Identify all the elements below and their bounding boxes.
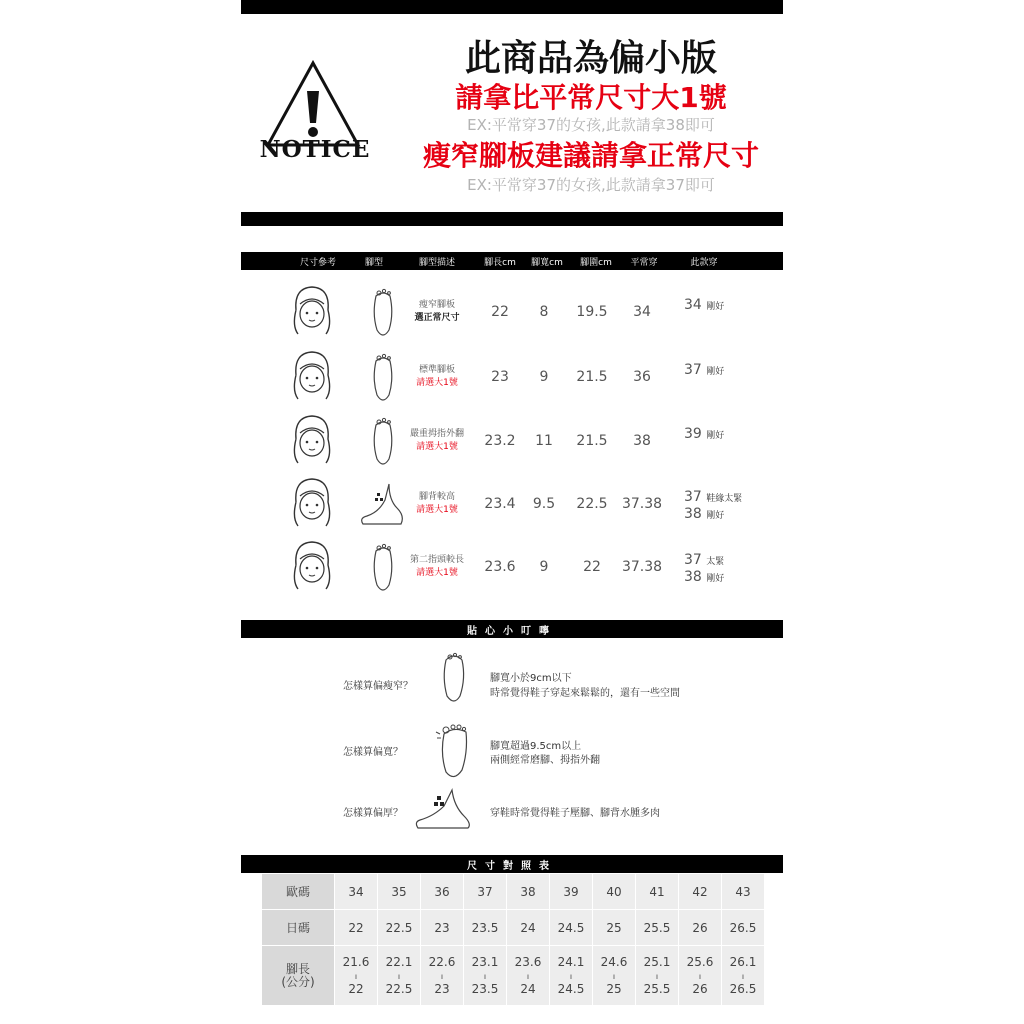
tips-title: 貼心小叮嚀	[467, 626, 557, 637]
range-max: 24.5	[557, 981, 585, 996]
foot-length-range-cell	[550, 946, 592, 1005]
foot-type-name: 嚴重拇指外翻	[409, 429, 465, 439]
range-divider: ı	[698, 971, 702, 981]
jp-size-cell: 26.5	[722, 910, 764, 945]
foot-length-label-main: 腳長	[285, 961, 310, 976]
foot-type-advice: 請選大1號	[416, 568, 458, 578]
eu-size-cell: 43	[722, 874, 764, 909]
size-ref-row	[241, 347, 783, 409]
range-max: 22.5	[385, 981, 413, 996]
tip-narrow-answer-1: 腳寬小於9cm以下	[490, 673, 572, 684]
foot-length-value: 23.6	[484, 559, 516, 575]
size-ref-row	[241, 537, 783, 599]
range-min: 22.6	[428, 954, 456, 969]
foot-length-row	[262, 946, 764, 1005]
eu-size-label: 歐碼	[262, 874, 334, 909]
girl-face-illustration	[288, 474, 336, 532]
range-divider: ı	[655, 971, 659, 981]
range-min: 24.6	[600, 954, 628, 969]
eu-size-cell: 34	[335, 874, 377, 909]
eu-size-cell: 38	[507, 874, 549, 909]
eu-size-row	[262, 874, 764, 909]
eu-size-cell: 40	[593, 874, 635, 909]
tip-narrow-answer-2: 時常覺得鞋子穿起來鬆鬆的，還有一些空間	[490, 688, 680, 699]
foot-width-value: 11	[535, 433, 553, 449]
tip-thick-answer: 穿鞋時常覺得鞋子壓腳、腳背水腫多肉	[490, 808, 660, 819]
foot-shape-illustration	[359, 351, 407, 405]
foot-type-name: 腳背較高	[418, 492, 456, 502]
girl-face-illustration	[288, 282, 336, 340]
tip-wide-answer-2: 兩側經常磨腳、拇指外翻	[490, 755, 600, 766]
foot-width-value: 9	[539, 559, 549, 575]
foot-length-range-cell	[593, 946, 635, 1005]
header-width: 腳寬cm	[531, 258, 563, 268]
foot-description	[416, 491, 458, 517]
this-size-1: 37	[684, 489, 702, 505]
range-min: 25.6	[686, 954, 714, 969]
size-ref-row	[241, 411, 783, 473]
range-divider: ı	[354, 971, 358, 981]
size-ref-row	[241, 282, 783, 344]
foot-length-range-cell	[507, 946, 549, 1005]
this-size-note-1: 鞋緣太緊	[706, 494, 743, 504]
size-chart-table	[261, 873, 765, 1006]
girl-face-illustration	[288, 537, 336, 595]
foot-girth-value: 21.5	[576, 433, 608, 449]
header-foot-type: 腳型	[364, 258, 384, 268]
notice-label: NOTICE	[259, 136, 371, 163]
range-min: 22.1	[385, 954, 413, 969]
range-divider: ı	[741, 971, 745, 981]
jp-size-cell: 23	[421, 910, 463, 945]
range-max: 25.5	[643, 981, 671, 996]
eu-size-cell: 36	[421, 874, 463, 909]
usual-size-value: 37.38	[621, 559, 663, 575]
jp-size-row	[262, 910, 764, 945]
this-style-size	[684, 363, 724, 380]
this-size-2: 38	[684, 506, 702, 522]
this-size-note-2: 剛好	[706, 511, 725, 521]
foot-type-advice: 選正常尺寸	[414, 313, 460, 323]
tips-title-bar	[241, 620, 783, 638]
foot-girth-value: 22.5	[576, 496, 608, 512]
this-size-note-1: 太緊	[706, 557, 725, 567]
notice-banner	[241, 14, 783, 212]
foot-type-name: 瘦窄腳板	[418, 300, 456, 310]
usual-size-value: 37.38	[621, 496, 663, 512]
this-size-1: 39	[684, 426, 702, 442]
range-max: 26.5	[729, 981, 757, 996]
foot-length-value: 23.2	[484, 433, 516, 449]
size-ref-header	[241, 252, 783, 270]
usual-size-value: 34	[633, 304, 651, 320]
range-min: 21.6	[342, 954, 370, 969]
this-style-size	[684, 553, 724, 587]
foot-girth-value: 22	[583, 559, 601, 575]
foot-length-range-cell	[378, 946, 420, 1005]
foot-description	[414, 299, 459, 325]
foot-length-value: 23.4	[484, 496, 516, 512]
wide-foot-icon	[432, 720, 476, 782]
side-foot-icon	[412, 786, 482, 830]
foot-length-range-cell	[464, 946, 506, 1005]
header-desc: 腳型描述	[418, 258, 456, 268]
foot-description	[410, 554, 464, 580]
jp-size-label: 日碼	[262, 910, 334, 945]
jp-size-cell: 23.5	[464, 910, 506, 945]
foot-type-name: 第二指頭較長	[409, 555, 465, 565]
range-divider: ı	[526, 971, 530, 981]
foot-shape-illustration	[359, 478, 407, 532]
this-size-2: 38	[684, 569, 702, 585]
header-girth: 腳圍cm	[580, 258, 612, 268]
notice-size-up: 請拿比平常尺寸大1號	[455, 81, 727, 114]
eu-size-cell: 39	[550, 874, 592, 909]
header-ref: 尺寸參考	[299, 258, 337, 268]
foot-width-value: 9.5	[532, 496, 556, 512]
range-max: 24	[520, 981, 536, 996]
jp-size-cell: 22.5	[378, 910, 420, 945]
foot-length-range-cell	[679, 946, 721, 1005]
jp-size-cell: 24	[507, 910, 549, 945]
size-chart-title-bar	[241, 855, 783, 873]
this-size-note-1: 剛好	[706, 431, 725, 441]
size-ref-row	[241, 474, 783, 536]
foot-length-label-unit: (公分)	[281, 974, 315, 989]
jp-size-cell: 25.5	[636, 910, 678, 945]
tip-thick-question: 怎樣算偏厚？	[343, 808, 403, 819]
foot-length-label	[262, 946, 334, 1005]
eu-size-cell: 42	[679, 874, 721, 909]
girl-face-illustration	[288, 411, 336, 469]
foot-shape-illustration	[359, 541, 407, 595]
foot-type-advice: 請選大1號	[416, 505, 458, 515]
foot-type-advice: 請選大1號	[416, 442, 458, 452]
foot-type-advice: 請選大1號	[416, 378, 458, 388]
usual-size-value: 36	[633, 369, 651, 385]
tip-wide-answer-1: 腳寬超過9.5cm以上	[490, 741, 582, 752]
range-min: 23.6	[514, 954, 542, 969]
range-min: 24.1	[557, 954, 585, 969]
foot-shape-illustration	[359, 415, 407, 469]
size-chart-title: 尺寸對照表	[467, 861, 557, 872]
notice-example-2: EX:平常穿37的女孩,此款請拿37即可	[467, 176, 715, 194]
foot-length-range-cell	[636, 946, 678, 1005]
this-size-note-1: 剛好	[706, 367, 725, 377]
narrow-foot-icon	[436, 650, 472, 706]
range-max: 26	[692, 981, 708, 996]
this-size-note-1: 剛好	[706, 302, 725, 312]
girl-face-illustration	[288, 347, 336, 405]
header-usual: 平常穿	[630, 258, 658, 268]
range-max: 25	[606, 981, 622, 996]
range-min: 23.1	[471, 954, 499, 969]
foot-girth-value: 19.5	[576, 304, 608, 320]
range-divider: ı	[569, 971, 573, 981]
foot-girth-value: 21.5	[576, 369, 608, 385]
foot-length-range-cell	[722, 946, 764, 1005]
foot-width-value: 8	[539, 304, 549, 320]
usual-size-value: 38	[633, 433, 651, 449]
this-size-1: 34	[684, 297, 702, 313]
this-style-size	[684, 490, 742, 524]
foot-length-range-cell	[335, 946, 377, 1005]
eu-size-cell: 35	[378, 874, 420, 909]
foot-length-range-cell	[421, 946, 463, 1005]
foot-description	[416, 364, 458, 390]
range-min: 26.1	[729, 954, 757, 969]
tip-wide-question: 怎樣算偏寬？	[343, 747, 403, 758]
foot-type-name: 標準腳板	[418, 365, 456, 375]
range-max: 23	[434, 981, 450, 996]
foot-description	[410, 428, 464, 454]
foot-length-value: 23	[491, 369, 509, 385]
jp-size-cell: 24.5	[550, 910, 592, 945]
eu-size-cell: 41	[636, 874, 678, 909]
this-size-1: 37	[684, 362, 702, 378]
range-divider: ı	[483, 971, 487, 981]
notice-example-1: EX:平常穿37的女孩,此款請拿38即可	[467, 116, 715, 134]
range-max: 22	[348, 981, 364, 996]
range-divider: ı	[612, 971, 616, 981]
foot-length-value: 22	[491, 304, 509, 320]
this-size-note-2: 剛好	[706, 574, 725, 584]
foot-width-value: 9	[539, 369, 549, 385]
notice-headline: 此商品為偏小版	[464, 38, 717, 79]
eu-size-cell: 37	[464, 874, 506, 909]
this-size-1: 37	[684, 552, 702, 568]
range-min: 25.1	[643, 954, 671, 969]
banner-bottom-bar	[241, 212, 783, 226]
this-style-size	[684, 298, 724, 315]
notice-narrow-advice: 瘦窄腳板建議請拿正常尺寸	[422, 139, 759, 172]
top-bar	[241, 0, 783, 14]
this-style-size	[684, 427, 724, 444]
jp-size-cell: 25	[593, 910, 635, 945]
header-this: 此款穿	[690, 258, 718, 268]
jp-size-cell: 22	[335, 910, 377, 945]
range-divider: ı	[440, 971, 444, 981]
foot-shape-illustration	[359, 286, 407, 340]
header-length: 腳長cm	[484, 258, 516, 268]
jp-size-cell: 26	[679, 910, 721, 945]
range-max: 23.5	[471, 981, 499, 996]
range-divider: ı	[397, 971, 401, 981]
tip-narrow-question: 怎樣算偏瘦窄？	[343, 681, 413, 692]
